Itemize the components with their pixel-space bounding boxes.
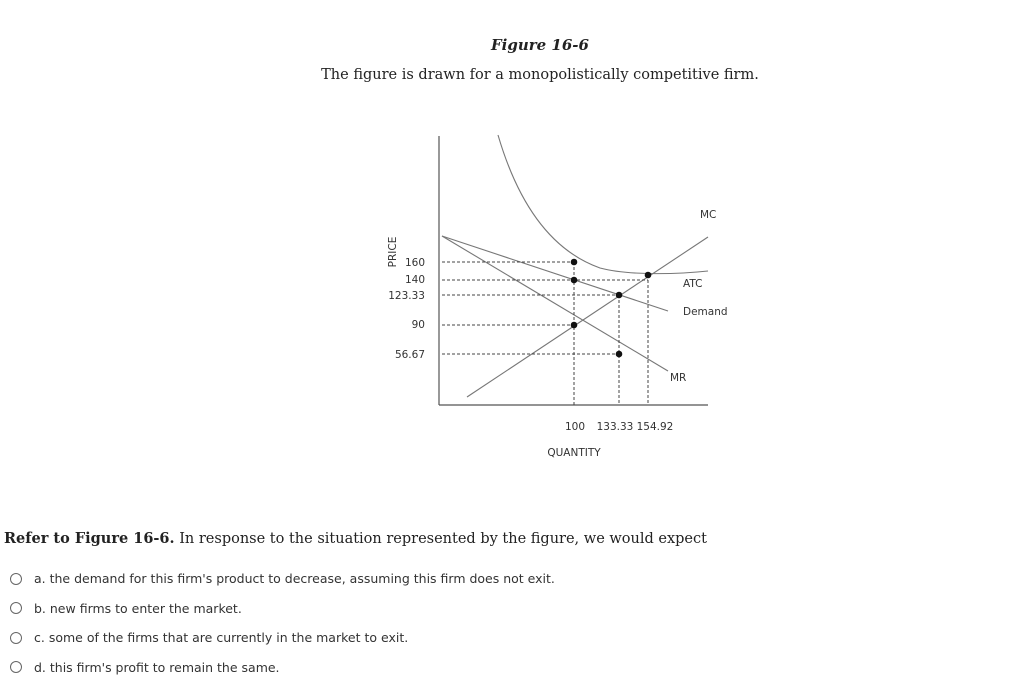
point-mr-q133	[616, 351, 623, 358]
series-label-mr: MR	[670, 372, 687, 384]
choice-c[interactable]	[10, 623, 555, 653]
question-prompt	[4, 530, 707, 547]
y-axis-label: PRICE	[387, 236, 399, 268]
radio-button[interactable]	[10, 632, 22, 644]
question-text: In response to the situation represented by the figure, we would expect	[179, 531, 707, 547]
point-atc-q100	[571, 259, 578, 266]
figure-caption: The figure is drawn for a monopolistically competitive firm.	[321, 67, 759, 83]
choice-label[interactable]: b. new firms to enter the market.	[34, 600, 242, 616]
x-tick-label: 133.33	[596, 421, 634, 433]
series-label-atc: ATC	[683, 278, 703, 290]
y-tick-label: 140	[404, 274, 425, 286]
choice-label[interactable]: c. some of the firms that are currently in the market to exit.	[34, 630, 409, 646]
choice-b[interactable]	[10, 594, 555, 624]
x-tick-label: 154.92	[636, 421, 674, 433]
point-demand-q133	[616, 292, 623, 299]
x-axis-label: QUANTITY	[547, 447, 601, 459]
series-label-demand: Demand	[683, 306, 728, 318]
y-tick-label: 56.67	[394, 349, 425, 361]
x-tick-label: 100	[564, 421, 586, 433]
radio-button[interactable]	[10, 573, 22, 585]
figure-title: Figure 16-6	[491, 36, 589, 54]
choice-d[interactable]	[10, 653, 555, 682]
answer-choices	[10, 564, 555, 682]
y-tick-label: 160	[404, 257, 425, 269]
mr-curve	[442, 236, 668, 371]
question-ref: Refer to Figure 16-6.	[4, 530, 175, 547]
series-label-mc: MC	[700, 209, 717, 221]
point-mc-atc-q154	[645, 272, 652, 279]
choice-label[interactable]: a. the demand for this firm's product to decrease, assuming this firm does not exit.	[34, 571, 555, 587]
atc-curve	[498, 135, 708, 274]
choice-label[interactable]: d. this firm's profit to remain the same.	[34, 659, 280, 675]
y-tick-label: 123.33	[388, 290, 425, 302]
y-tick-label: 90	[411, 319, 425, 331]
point-demand-q100	[571, 277, 578, 284]
radio-button[interactable]	[10, 661, 22, 673]
choice-a[interactable]	[10, 564, 555, 594]
point-mc-q100	[571, 322, 578, 329]
radio-button[interactable]	[10, 602, 22, 614]
